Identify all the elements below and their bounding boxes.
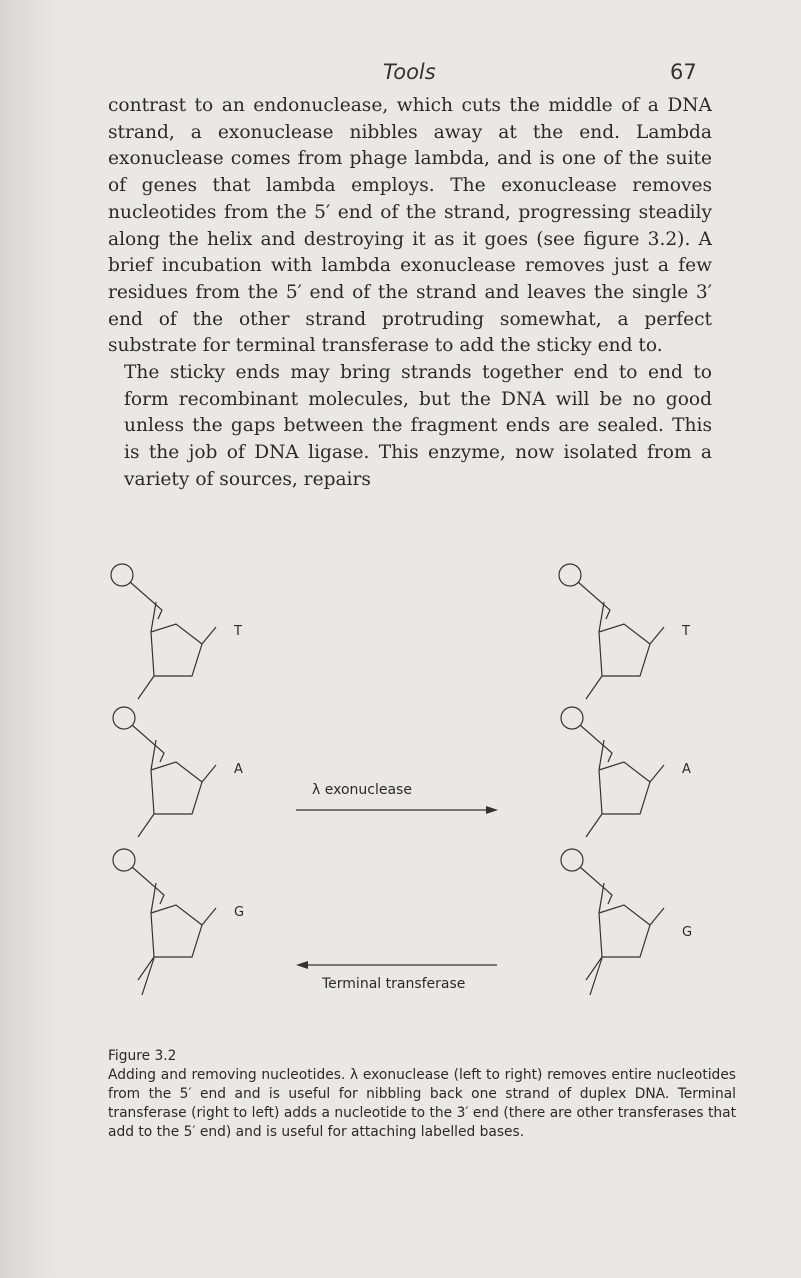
base-label: T [234, 624, 242, 639]
sugar-ring [586, 602, 664, 699]
phosphate-group [113, 707, 164, 762]
reverse-arrow [296, 961, 497, 969]
right-strand [559, 564, 692, 995]
forward-arrow-label: λ exonuclease [312, 782, 412, 798]
forward-arrow [296, 806, 498, 814]
reverse-arrow-label: Terminal transferase [322, 976, 466, 992]
running-title: Tools [383, 60, 436, 84]
paragraph: The sticky ends may bring strands together end to end to form recombinant molecules, but the DNA will be no good unless the gaps between the fragment ends are sealed. This is the job of DNA ligase. This enzyme, now isolated from a variety of sources, repairs [124, 362, 712, 490]
phosphate-group [113, 849, 164, 904]
page-number: 67 [670, 60, 697, 84]
sugar-ring [138, 740, 216, 837]
sugar-ring [138, 883, 216, 980]
phosphate-group [561, 849, 612, 904]
base-label: A [234, 762, 243, 777]
caption-text: Adding and removing nucleotides. λ exonuclease (left to right) removes entire nucleotides from the 5′ end and is useful for nibbling back one strand of duplex DNA. Terminal transferase (right to left) adds a nucleotide to the 3′ end (there are other transferases that add to the 5′ end) and is useful for attaching labelled bases. [108, 1067, 736, 1140]
figure-caption [108, 1047, 736, 1142]
sugar-ring [586, 740, 664, 837]
base-label: G [682, 925, 693, 940]
base-label: A [682, 762, 691, 777]
paragraph: contrast to an endonuclease, which cuts the middle of a DNA strand, a exonuclease nibbles away at the end. Lambda exonuclease comes from phage lambda, and is one of the suite of genes that lambda employs. The exonuclease removes nucleotides from the 5′ end of the strand, progressing steadily along the helix and destroying it as it goes (see figure 3.2). A brief incubation with lambda exonuclease removes just a few residues from the 5′ end of the strand and leaves the single 3′ end of the other strand protruding somewhat, a perfect substrate for terminal transferase to add the sticky end to. [108, 95, 712, 357]
sugar-ring [586, 883, 664, 980]
caption-label: Figure 3.2 [108, 1048, 177, 1064]
sugar-ring [138, 602, 216, 699]
left-strand [111, 564, 244, 995]
base-label: T [682, 624, 690, 639]
phosphate-group [561, 707, 612, 762]
base-label: G [234, 905, 245, 920]
